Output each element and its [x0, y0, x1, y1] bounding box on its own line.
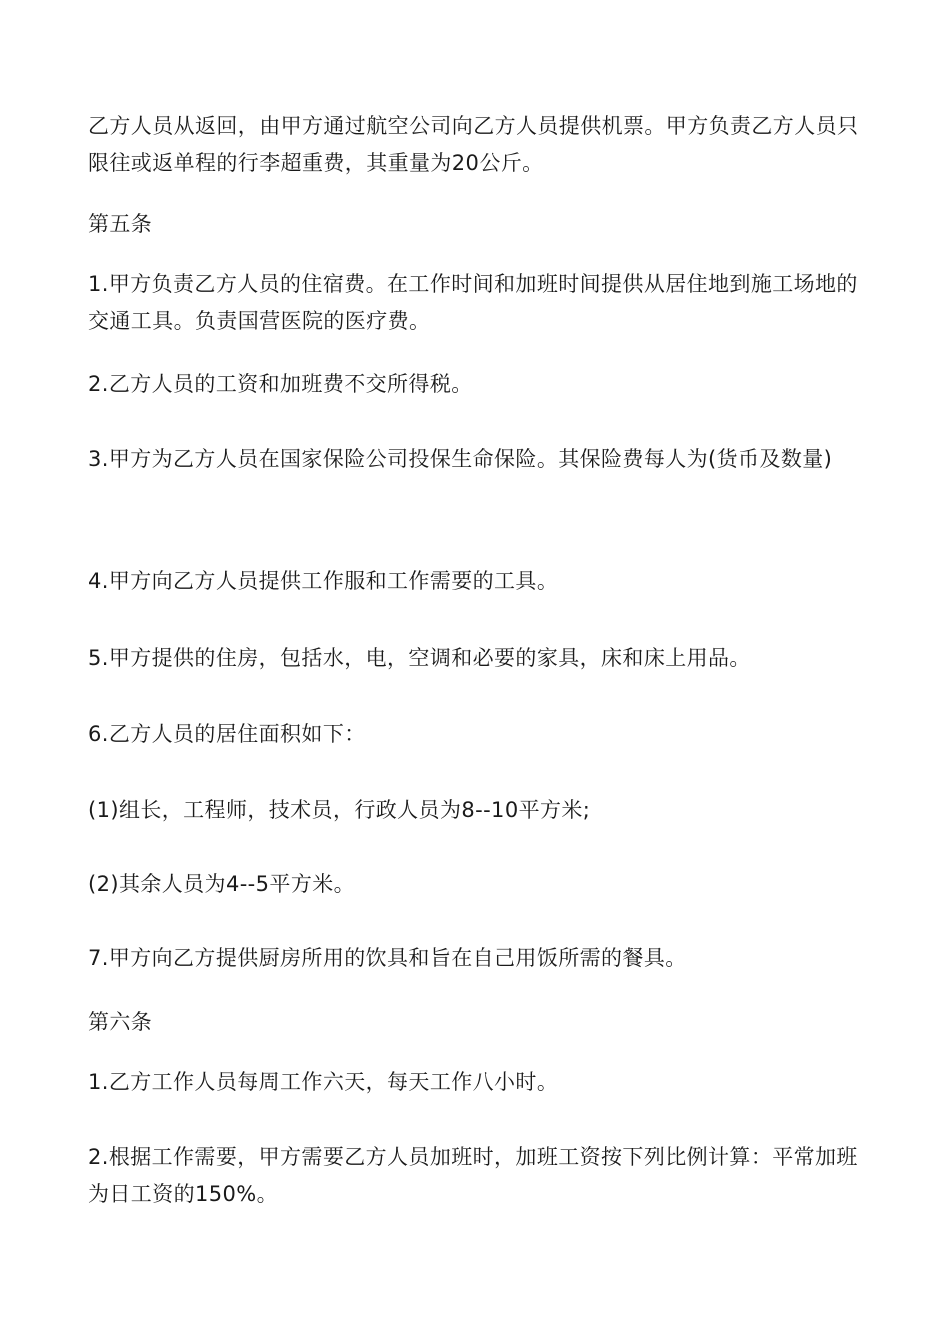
- clause-5-6-item-1: (1)组长，工程师，技术员，行政人员为8--10平方米;: [88, 798, 591, 822]
- article-5-heading: 第五条: [88, 212, 153, 236]
- clause-6-2: 2.根据工作需要，甲方需要乙方人员加班时，加班工资按下列比例计算：平常加班为日工资的150%。: [88, 1145, 858, 1206]
- clause-5-6: 6.乙方人员的居住面积如下：: [88, 722, 366, 746]
- clause-5-1: 1.甲方负责乙方人员的住宿费。在工作时间和加班时间提供从居住地到施工场地的交通工具。负责国营医院的医疗费。: [88, 272, 858, 333]
- clause-5-5: 5.甲方提供的住房，包括水，电，空调和必要的家具，床和床上用品。: [88, 646, 751, 670]
- clause-5-2: 2.乙方人员的工资和加班费不交所得税。: [88, 372, 473, 396]
- clause-5-6-item-2: (2)其余人员为4--5平方米。: [88, 872, 356, 896]
- clause-6-1: 1.乙方工作人员每周工作六天，每天工作八小时。: [88, 1070, 559, 1094]
- clause-5-4: 4.甲方向乙方人员提供工作服和工作需要的工具。: [88, 569, 559, 593]
- clause-5-7: 7.甲方向乙方提供厨房所用的饮具和旨在自己用饭所需的餐具。: [88, 946, 687, 970]
- article-6-heading: 第六条: [88, 1010, 153, 1034]
- clause-5-3: 3.甲方为乙方人员在国家保险公司投保生命保险。其保险费每人为(货币及数量): [88, 447, 833, 471]
- paragraph-return-tickets: 乙方人员从返回，由甲方通过航空公司向乙方人员提供机票。甲方负责乙方人员只限往或返单程的行李超重费，其重量为20公斤。: [88, 114, 859, 175]
